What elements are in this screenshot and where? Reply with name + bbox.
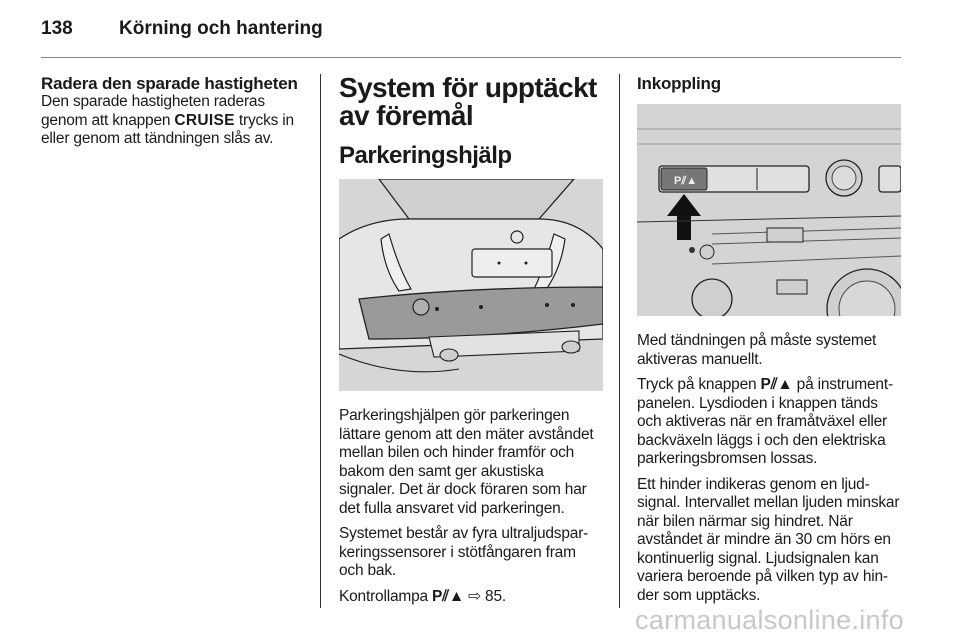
- car-rear-drawing: [339, 179, 603, 391]
- column-right: [637, 74, 901, 612]
- svg-text:P⫽▲: P⫽▲: [674, 175, 698, 187]
- column-divider: [619, 74, 620, 608]
- paragraph-signal: Ett hinder indikeras genom en ljudsignal. Intervallet mellan ljuden minskar när bilen närmar sig hindret. När avståndet är mindre än 30 cm hörs en kontinuerlig signal. Ljudsignalen kan variera beroende på vilken typ av hinder som upptäcks.: [637, 475, 900, 604]
- page-header: [41, 18, 323, 40]
- heading-clear-speed: Radera den sparade hastigheten: [41, 74, 298, 93]
- watermark: carmanualsonline.info: [635, 605, 904, 635]
- page-number: 138: [41, 18, 73, 39]
- heading-parking-assist: Parkeringshjälp: [339, 142, 512, 169]
- parking-assist-symbol: P⫽▲: [760, 376, 793, 393]
- parking-assist-symbol: P⫽▲: [432, 587, 465, 605]
- column-middle: [339, 74, 603, 613]
- cruise-key: CRUISE: [174, 111, 235, 129]
- paragraph-parking-intro: Parkeringshjälpen gör parkeringen lättare genom att den mäter avståndet mellan bilen och hinder framför och bakom den samt ger akustiska signaler. Det är dock föraren som har det fulla ansvaret vid parkeringen.: [339, 407, 594, 517]
- instrument-panel-illustration: [637, 104, 901, 316]
- heading-activation: Inkoppling: [637, 74, 721, 93]
- column-divider: [320, 74, 321, 608]
- paragraph-indicator: Kontrollampa P⫽▲ ⇨ 85.: [339, 587, 506, 605]
- instrument-panel-drawing: [637, 104, 901, 316]
- header-rule: [41, 57, 901, 58]
- paragraph-ignition: Med tändningen på måste systemet aktiveras manuellt.: [637, 332, 877, 368]
- rear-bumper-illustration: [339, 179, 603, 391]
- paragraph-clear-speed: Den sparade hastigheten raderas genom att knappen CRUISE trycks in eller genom att tändningen slås av.: [41, 93, 294, 147]
- page-reference: ⇨ 85.: [464, 587, 506, 605]
- heading-object-detection: System för upptäckt av föremål: [339, 72, 597, 131]
- paragraph-sensors: Systemet består av fyra ultraljudsparkeringssensorer i stötfångaren fram och bak.: [339, 525, 589, 579]
- paragraph-press-button: Tryck på knappen P⫽▲ på instrumentpanelen. Lysdioden i knappen tänds och aktiveras när en framåtväxel eller backväxeln läggs i och den elektriska parkeringsbromsen lossas.: [637, 376, 894, 467]
- column-left: [41, 74, 309, 156]
- section-title: Körning och hantering: [119, 18, 323, 39]
